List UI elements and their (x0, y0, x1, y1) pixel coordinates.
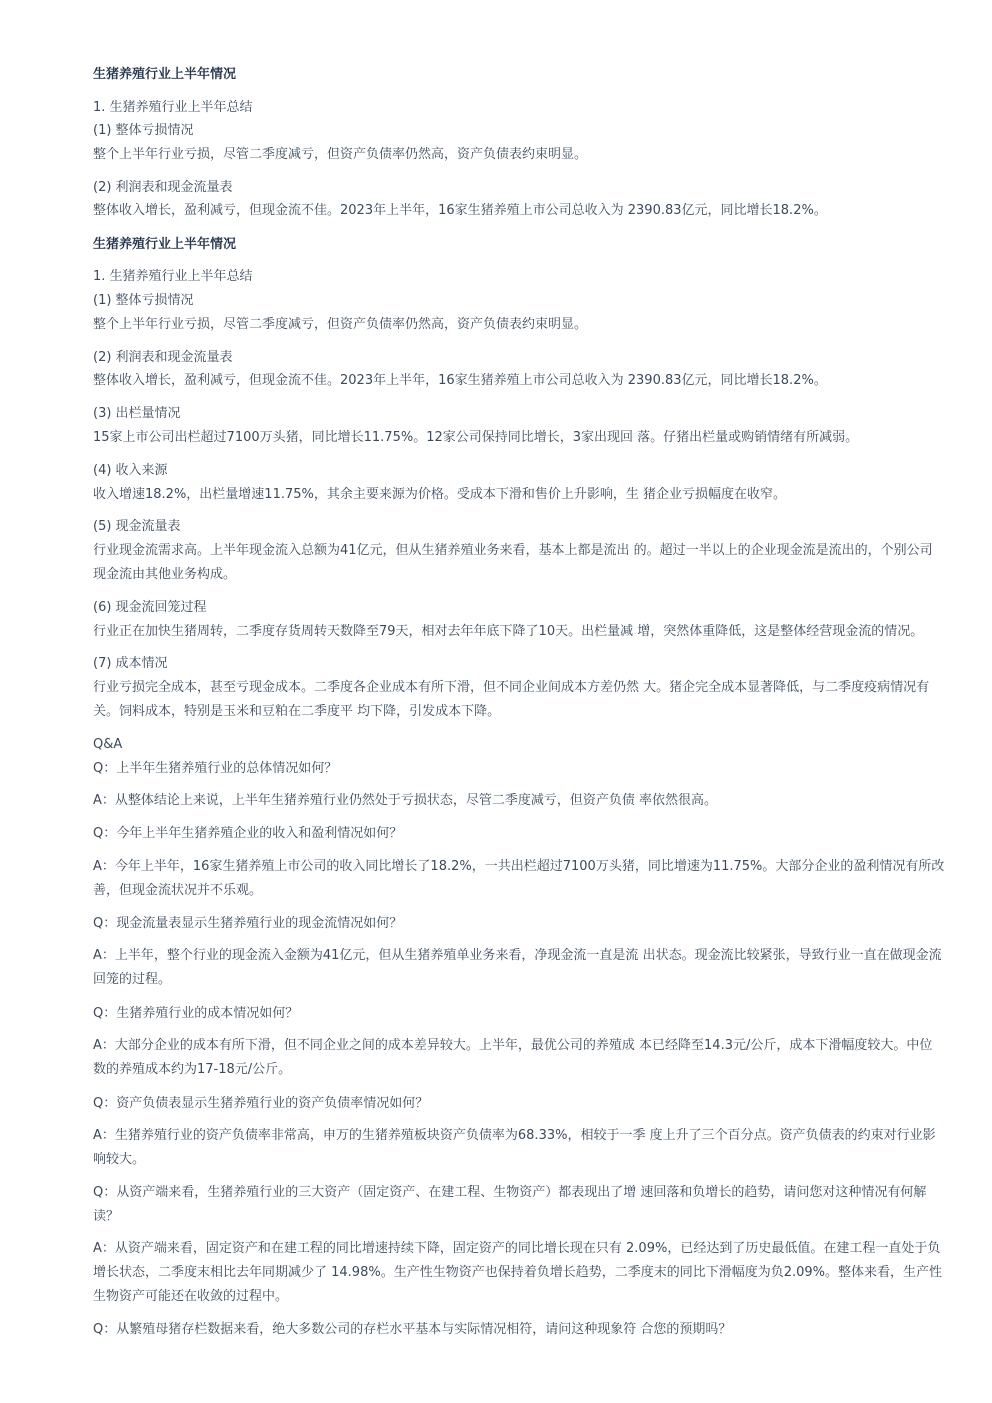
paragraph: 整体收入增长，盈利减亏，但现金流不佳。2023年上半年，16家生猪养殖上市公司总收入为 2390.83亿元，同比增长18.2%。 (93, 203, 827, 218)
section-heading: (4) 收入来源 (93, 463, 168, 478)
section-heading: Q&A (93, 737, 123, 752)
paragraph: Q：现金流量表显示生猪养殖行业的现金流情况如何？ (93, 916, 403, 931)
paragraph: A：今年上半年，16家生猪养殖上市公司的收入同比增长了18.2%，一共出栏超过7100万头猪，同比增速为11.75%。大部分企业的盈利情况有所改善，但现金流状况并不乐观。 (93, 859, 945, 898)
paragraph: Q：上半年生猪养殖行业的总体情况如何？ (93, 761, 338, 776)
section-heading: (2) 利润表和现金流量表 (93, 350, 233, 365)
section-title: 生猪养殖行业上半年情况 (93, 237, 237, 252)
paragraph: 行业亏损完全成本，甚至亏现金成本。二季度各企业成本有所下滑，但不同企业间成本方差仍然 大。猪企完全成本显著降低，与二季度疫病情况有关。饲料成本，特别是玉米和豆粕在二季度平 均下降，引发成本下降。 (93, 680, 930, 719)
paragraph: 15家上市公司出栏超过7100万头猪，同比增长11.75%。12家公司保持同比增长，3家出现回 落。仔猪出栏量或购销情绪有所减弱。 (93, 430, 859, 445)
paragraph: A：生猪养殖行业的资产负债率非常高，申万的生猪养殖板块资产负债率为68.33%，相较于一季 度上升了三个百分点。资产负债表的约束对行业影响较大。 (93, 1128, 936, 1167)
section-heading: (1) 整体亏损情况 (93, 123, 194, 138)
section-heading: (7) 成本情况 (93, 656, 168, 671)
paragraph: 行业正在加快生猪周转，二季度存货周转天数降至79天，相对去年年底下降了10天。出栏量减 增，突然体重降低，这是整体经营现金流的情况。 (93, 624, 924, 639)
section-heading: (5) 现金流量表 (93, 519, 181, 534)
paragraph: A：从整体结论上来说，上半年生猪养殖行业仍然处于亏损状态，尽管二季度减亏，但资产负债 率依然很高。 (93, 793, 718, 808)
paragraph: A：大部分企业的成本有所下滑，但不同企业之间的成本差异较大。上半年，最优公司的养殖成 本已经降至14.3元/公斤，成本下滑幅度较大。中位数的养殖成本约为17-18元/公斤。 (93, 1038, 933, 1077)
paragraph: 收入增速18.2%，出栏量增速11.75%，其余主要来源为价格。受成本下滑和售价上升影响，生 猪企业亏损幅度在收窄。 (93, 487, 786, 502)
section-heading: (6) 现金流回笼过程 (93, 600, 207, 615)
paragraph: Q：从繁殖母猪存栏数据来看，绝大多数公司的存栏水平基本与实际情况相符，请问这种现象符 合您的预期吗？ (93, 1322, 732, 1337)
paragraph: 行业现金流需求高。上半年现金流入总额为41亿元，但从生猪养殖业务来看，基本上都是流出 的。超过一半以上的企业现金流是流出的，个别公司现金流由其他业务构成。 (93, 543, 933, 582)
section-title: 生猪养殖行业上半年情况 (93, 67, 237, 82)
paragraph: Q：资产负债表显示生猪养殖行业的资产负债率情况如何？ (93, 1096, 429, 1111)
paragraph: Q：从资产端来看，生猪养殖行业的三大资产（固定资产、在建工程、生物资产）都表现出了增 速回落和负增长的趋势，请问您对这种情况有何解读？ (93, 1185, 927, 1224)
paragraph: A：从资产端来看，固定资产和在建工程的同比增速持续下降，固定资产的同比增长现在只有 2.09%，已经达到了历史最低值。在建工程一直处于负增长状态，二季度末相比去年同期减少了 14.98%。生产性生物资产也保持着负增长趋势，二季度末的同比下滑幅度为负2.09%。整体来看，生产性生物资产可能还在收敛的过程中。 (93, 1241, 942, 1304)
paragraph: 整个上半年行业亏损，尽管二季度减亏，但资产负债率仍然高，资产负债表约束明显。 (93, 317, 588, 332)
section-heading: 1. 生猪养殖行业上半年总结 (93, 269, 253, 284)
section-heading: (2) 利润表和现金流量表 (93, 180, 233, 195)
section-heading: 1. 生猪养殖行业上半年总结 (93, 100, 253, 115)
paragraph: 整体收入增长，盈利减亏，但现金流不佳。2023年上半年，16家生猪养殖上市公司总收入为 2390.83亿元，同比增长18.2%。 (93, 373, 827, 388)
section-heading: (3) 出栏量情况 (93, 406, 181, 421)
paragraph: Q：生猪养殖行业的成本情况如何？ (93, 1006, 299, 1021)
paragraph: Q：今年上半年生猪养殖企业的收入和盈利情况如何？ (93, 826, 403, 841)
paragraph: 整个上半年行业亏损，尽管二季度减亏，但资产负债率仍然高，资产负债表约束明显。 (93, 147, 588, 162)
section-heading: (1) 整体亏损情况 (93, 293, 194, 308)
paragraph: A：上半年，整个行业的现金流入金额为41亿元，但从生猪养殖单业务来看，净现金流一直是流 出状态。现金流比较紧张，导致行业一直在做现金流回笼的过程。 (93, 948, 942, 987)
